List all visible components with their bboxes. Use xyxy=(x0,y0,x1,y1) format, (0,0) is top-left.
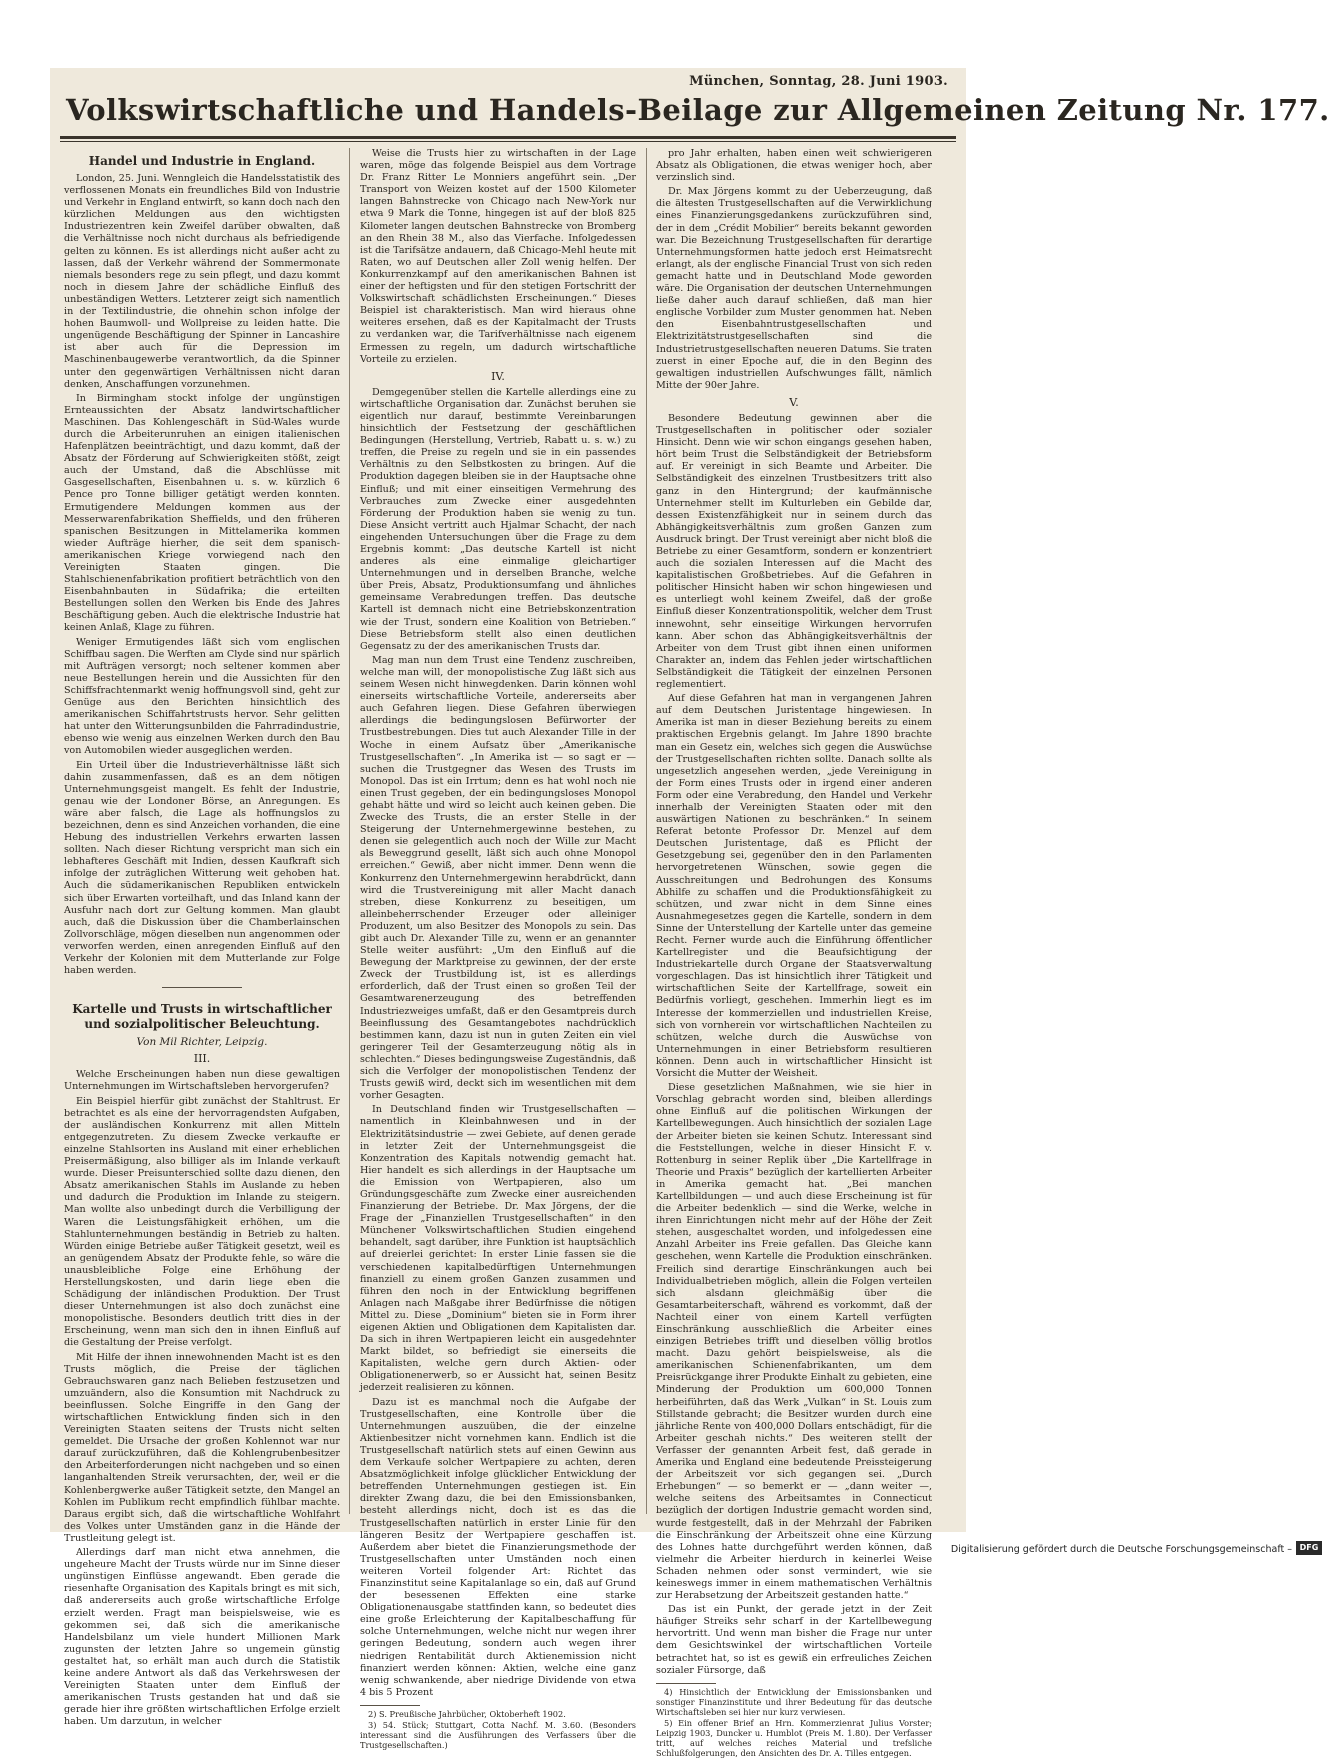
paragraph: In Deutschland finden wir Trustgesellschaften — namentlich in Kleinbahnwesen und in der Elektrizitätsindustrie — zwei Gebiete, auf denen gerade in letzter Zeit der Unternehmungsgeist die Konzentration des Kapitals notwendig gemacht hat. Hier handelt es sich allerdings in der Hauptsache um die Emission von Wertpapieren, also um Gründungsgeschäfte zum Zwecke einer ausreichenden Finanzierung der Betriebe. Dr. Max Jörgens, der die Frage der „Finanziellen Trustgesellschaften“ in den Münchener Volkswirtschaftlichen Studien eingehend behandelt, sagt darüber, ihre Funktion ist hauptsächlich auf dreierlei gerichtet: In erster Linie fassen sie die verschiedenen kapitalbedürftigen Unternehmungen finanziell zu einem großen Ganzen zusammen und führen den noch in der Entwicklung begriffenen Anlagen nach Maßgabe ihrer Bedürfnisse die nötigen Mittel zu. Diese „Dominium“ bieten sie in Form ihrer eigenen Aktien und Obligationen dem Kapitalisten dar. Da sich in ihren Wertpapieren leicht ein ausgedehnter Markt bildet, so befriedigt sie einerseits die Kapitalisten, welche gern durch Aktien- oder Obligationenerwerb, so er Aussicht hat, seinen Besitz jederzeit realisieren zu können. xyxy=(360,1104,636,1394)
paragraph: Weniger Ermutigendes läßt sich vom englischen Schiffbau sagen. Die Werften am Clyde sind nur spärlich mit Aufträgen versorgt; noch seltener kommen aber neue Bestellungen herein und die Aussichten für den Schiffsfrachtenmarkt wenig hoffnungsvoll sind, geht zur Genüge aus den Berichten hinsichtlich des amerikanischen Schiffahrtstrusts hervor. Sehr gelitten hat unter den Witterungsunbilden die Fahrradindustrie, ebenso wie wenig aus einzelnen Werken durch den Bau von Automobilen wieder ausgeglichen werden. xyxy=(64,636,340,757)
masthead-title: Volkswirtschaftliche und Handels-Beilage zur Allgemeinen Zeitung Nr. 177. xyxy=(66,93,1330,127)
column-divider xyxy=(349,148,350,1514)
paragraph: Das ist ein Punkt, der gerade jetzt in der Zeit häufiger Streiks sehr scharf in der Kartellbewegung hervortritt. Und wenn man bisher die Frage nur unter dem Gesichtswinkel der wirtschaftlichen Vorteile betrachtet hat, so ist es gewiß ein erfreuliches Zeichen sozialer Fürsorge, daß xyxy=(656,1604,932,1676)
footnote: 2) S. Preußische Jahrbücher, Oktoberheft 1902. xyxy=(368,1708,566,1719)
paragraph: Demgegenüber stellen die Kartelle allerdings eine zu wirtschaftliche Organisation dar. Zunächst beruhen sie eigentlich nur darauf, bestimmte Vereinbarungen hinsichtlich der Festsetzung der geschäftlichen Bedingungen (Herstellung, Vertrieb, Rabatt u. s. w.) zu treffen, die Preise zu regeln und sie in ein passendes Verhältnis zu den Selbstkosten zu bringen. Auf die Produktion dagegen bleiben sie in der Hauptsache ohne Einfluß; und mit einer einseitigen Vermehrung des Verbrauches zum Zwecke einer ausgedehnten Förderung der Produktion haben sie wenig zu tun. Diese Ansicht vertritt auch Hjalmar Schacht, der nach eingehenden Untersuchungen über die Frage zu dem Ergebnis kommt: „Das deutsche Kartell ist nicht anderes als eine einmalige gleichartiger Unternehmungen und in derselben Branche, welche über Preis, Absatz, Produktionsumfang und ähnliches gemeinsame Verabredungen treffen. Das deutsche Kartell ist demnach nicht eine Betriebskonzentration wie der Trust, sondern eine Koalition von Betrieben.“ Diese Betriebsform stellt also einen deutlichen Gegensatz zu der des amerikanischen Trusts dar. xyxy=(360,386,636,652)
paragraph: Mag man nun dem Trust eine Tendenz zuschreiben, welche man will, der monopolistische Zug läßt sich aus seinem Wesen nicht hinwegdenken. Darin können wohl einerseits wirtschaftliche Vorteile, andererseits aber auch Gefahren liegen. Diese Gefahren überwiegen allerdings die bedingungslosen Befürworter der Trustbestrebungen. Dies tut auch Alexander Tille in der Woche in einem Aufsatz über „Amerikanische Trustgesellschaften“. „In Amerika ist — so sagt er — suchen die Trustgegner das Wesen des Trusts im Monopol. Das ist ein Irrtum; denn es hat wohl noch nie einen Trust gegeben, der ein bedingungsloses Monopol gehabt hätte und wird so leicht auch keinen geben. Die Zwecke des Trusts, die an erster Stelle in der Steigerung der Unternehmergewinne bestehen, zu denen sie gelegentlich auch noch der Wille zur Macht als Beweggrund gesellt, läßt sich auch ohne Monopol erreichen.“ Gewiß, aber nicht immer. Denn wenn die Konkurrenz den Unternehmergewinn herabdrückt, dann wird die Trustvereinigung mit aller Macht danach streben, diese Konkurrenz zu beseitigen, um alleinbeherrschender Erzeuger oder alleiniger Produzent, um also Besitzer des Monopols zu sein. Das gibt auch Dr. Alexander Tille zu, wenn er an genannter Stelle weiter ausführt: „Um den Einfluß auf die Bewegung der Marktpreise zu gewinnen, der der erste Zweck der Trustbildung ist, ist es allerdings erforderlich, daß der Trust einen so großen Teil der Gesamtwarenerzeugung des betreffenden Industriezweiges umfaßt, daß er den Gesamtpreis durch Beeinflussung des Gesamtangebotes nachdrücklich bestimmen kann, dazu ist nun in guten Zeiten ein viel geringerer Teil der Gesamterzeugung nötig als in schlechten.“ Dieses bedingungsweise Zugeständnis, daß sich die Verfolger der monopolistischen Tendenz der Trusts gewiß wird, deckt sich im wesentlichen mit dem vorher Gesagten. xyxy=(360,654,636,1102)
paragraph: pro Jahr erhalten, haben einen weit schwierigeren Absatz als Obligationen, die etwas weniger hoch, aber verzinslich sind. xyxy=(656,148,932,184)
paragraph: Dazu ist es manchmal noch die Aufgabe der Trustgesellschaften, eine Kontrolle über die Unternehmungen auszuüben, die der einzelne Aktienbesitzer nicht vornehmen kann. Endlich ist die Trustgesellschaft natürlich stets auf einen Gewinn aus dem Verkaufe solcher Wertpapiere zu achten, deren Absatzmöglichkeit infolge glücklicher Entwicklung der betreffenden Unternehmungen gestiegen ist. Ein direkter Zwang dazu, die bei den Emissionsbanken, besteht allerdings nicht, doch ist es das die Trustgesellschaften natürlich in erster Linie für den längeren Besitz der Wertpapiere geschaffen ist. Außerdem aber bietet die Finanzierungsmethode der Trustgesellschaften unter Umständen noch einen weiteren Vorteil folgender Art: Richtet das Finanzinstitut seine Kapitalanlage so ein, daß auf Grund der besessenen Effekten eine starke Obligationenausgabe stattfinden kann, so bedeutet dies eine große Erleichterung der Kapitalbeschaffung für solche Unternehmungen, welche nicht nur wegen ihrer geringen Bedeutung, sondern auch wegen ihrer niedrigen Rentabilität durch Aktienemission nicht finanziert werden können: Aktien, welche eine ganz wenig schwankende, aber niedrige Dividende von etwa 4 bis 5 Prozent xyxy=(360,1396,636,1698)
section-number: IV. xyxy=(491,369,505,383)
footnote-rule xyxy=(360,1705,420,1706)
footnote: 5) Ein offener Brief an Hrn. Kommerzienrat Julius Vorster; Leipzig 1903, Duncker u. Humblot (Preis M. 1.80). Der Verfasser tritt, auf welches reiches Material und trefsliche Schlußfolgerungen, den Ansichten des Dr. A. Tilles entgegen. xyxy=(656,1717,932,1758)
paragraph: London, 25. Juni. Wenngleich die Handelsstatistik des verflossenen Monats ein freundliches Bild von Industrie und Verkehr in England entwirft, so kann doch nach den kürzlichen Meldungen aus den wichtigsten Industriezentren kein Zweifel darüber obwalten, daß die Verhältnisse noch nicht durchaus als befriedigende gelten zu können. Es ist allerdings nicht außer acht zu lassen, daß der Verkehr während der Sommermonate niemals besonders rege zu sein pflegt, und dazu kommt noch in diesem Jahre der schädliche Einfluß des unbeständigen Wetters. Letzterer zeigt sich namentlich in der Textilindustrie, die ohnehin schon infolge der hohen Baumwoll- und Wollpreise zu leiden hatte. Die ungenügende Beschäftigung der Spinner in Lancashire ist aber auch für die Depression im Maschinenbaugewerbe verantwortlich, da die Spinner unter den gegenwärtigen Verhältnissen nicht daran denken, Anschaffungen vorzunehmen. xyxy=(64,173,340,390)
article-headline: Handel und Industrie in England. xyxy=(88,154,316,168)
paragraph: Ein Beispiel hierfür gibt zunächst der Stahltrust. Er betrachtet es als eine der hervorragendsten Aufgaben, der ausländischen Konkurrenz mit allen Mitteln entgegenzutreten. Zu diesem Zwecke verkaufte er einzelne Stahlsorten ins Ausland mit einer erheblichen Preisermäßigung, also billiger als im Inlande verkauft wurde. Dieser Preisunterschied sollte dazu dienen, den Absatz amerikanischen Stahls im Auslande zu heben und dadurch die Produktion im Inlande zu steigern. Man wollte also unbedingt durch die Verbilligung der Waren die Leistungsfähigkeit erhöhen, um die Stahlunternehmungen beständig in Betrieb zu halten. Würden einige Betriebe außer Tätigkeit gesetzt, weil es an genügendem Absatz der Produkte fehle, so wäre die unausbleibliche Folge eine Erhöhung der Herstellungskosten, und darin liege eben die Schädigung der inländischen Produktion. Der Trust dieser Unternehmungen ist also doch zunächst eine monopolistische. Besonders deutlich tritt dies in der Erscheinung, wenn man sich den in ihnen Einfluß auf die Gestaltung der Preise verfolgt. xyxy=(64,1095,340,1349)
digitization-credit: Digitalisierung gefördert durch die Deutsche Forschungsgemeinschaft – xyxy=(950,1544,1292,1555)
footnote: 3) 54. Stück; Stuttgart, Cotta Nachf. M. 3.60. (Besonders interessant sind die Ausführungen des Verfassers über die Trustgesellschaften.) xyxy=(360,1719,636,1750)
paragraph: Auf diese Gefahren hat man in vergangenen Jahren auf dem Deutschen Juristentage hingewiesen. In Amerika ist man in dieser Beziehung bereits zu einem praktischen Ergebnis gelangt. Im Jahre 1890 brachte man ein Gesetz ein, welches sich gegen die Auswüchse der Trustgesellschaften richten sollte. Danach sollte als ungesetzlich angesehen werden, „jede Vereinigung in der Form eines Trusts oder in irgend einer anderen Form oder eine Verabredung, den Handel und Verkehr innerhalb der Vereinigten Staaten oder mit den auswärtigen Nationen zu beschränken.“ In seinem Referat betonte Professor Dr. Menzel auf dem Deutschen Juristentage, daß es Pflicht der Gesetzgebung sei, gegenüber den in den Parlamenten hervorgetretenen Wünschen, sowie gegen die Ausschreitungen und Bedrohungen des Konsums Abhilfe zu schaffen und die Produktionsfähigkeit zu schützen, und zwar nicht in dem Sinne eines Ausnahmegesetzes gegen die Kartelle, sondern in dem Sinne der Unterstellung der Kartelle unter das gemeine Recht. Ferner wurde auch die Einführung öffentlicher Kartellregister und die Beaufsichtigung der Industriekartelle durch Organe der Staatsverwaltung vorgeschlagen. Das ist hinsichtlich ihrer Tätigkeit und wirtschaftlichen Seite der Kartellfrage, soweit ein Bedürfnis vorliegt, geschehen. Immerhin liegt es im Interesse der kommerziellen und industriellen Kreise, sich von vornherein vor wirtschaftlichen Nachteilen zu schützen, welche durch die Auswüchse von Unternehmungen in einer Betriebsform resultieren können. Denn auch in wirtschaftlicher Hinsicht ist Vorsicht die Mutter der Weisheit. xyxy=(656,693,932,1080)
paragraph: Diese gesetzlichen Maßnahmen, wie sie hier in Vorschlag gebracht worden sind, bleiben allerdings ohne Einfluß auf die politischen Wirkungen der Kartellbewegungen. Auch hinsichtlich der sozialen Lage der Arbeiter bieten sie keinen Schutz. Interessant sind die Feststellungen, welche in dieser Hinsicht F. v. Rottenburg in seiner Replik über „Die Kartellfrage in Theorie und Praxis“ bezüglich der kartellierten Arbeiter in Amerika gemacht hat. „Bei manchen Kartellbildungen — und auch diese Erscheinung ist für die Arbeiter bedenklich — sind die Werke, welche in ihren Einrichtungen nicht mehr auf der Höhe der Zeit stehen, ausgeschaltet worden, und infolgedessen eine Anzahl Arbeiter ins Freie gefallen. Das Gleiche kann geschehen, wenn Kartelle die Produktion einschränken. Freilich sind derartige Einschränkungen auch bei Individualbetrieben möglich, allein die Folgen verteilen sich alsdann gleichmäßig über die Gesamtarbeiterschaft, während es vorkommt, daß der Nachteil einer von einem Kartell verfügten Einschränkung ausschließlich die Arbeiter eines einzigen Betriebes trifft und dieselben völlig brotlos macht. Dazu gehört beispielsweise, als die amerikanischen Schienenfabrikanten, um dem Preisrückgange ihrer Produkte Einhalt zu gebieten, eine Minderung der Produktion um 600,000 Tonnen herbeiführten, daß das Werk „Vulkan“ in St. Louis zum Stillstande gebracht; die Besitzer wurden durch eine jährliche Rente von 400,000 Dollars entschädigt, für die Arbeiter geschah nichts.“ Des weiteren stellt der Verfasser der genannten Arbeit fest, daß gerade in Amerika und England eine bedeutende Preissteigerung der Arbeitszeit vor sich gegangen sei. „Durch Erhebungen“ — so bemerkt er — „dann weiter —, welche seitens des Arbeitsamtes in Connecticut bezüglich der dortigen Industrie gemacht worden sind, wurde festgestellt, daß in der Mehrzahl der Fabriken die Einschränkung der Arbeitszeit ohne eine Kürzung des Lohnes hatte durchgeführt werden können, daß vielmehr die Arbeiter hierdurch in keinerlei Weise Schaden nehmen oder sonst vermindert, wie sie keineswegs immer in einem mathematischen Verhältnis zur Herabsetzung der Arbeitszeit gestanden hatte.“ xyxy=(656,1082,932,1602)
column-divider xyxy=(646,148,647,1514)
column-1 xyxy=(64,148,340,1728)
dateline: München, Sonntag, 28. Juni 1903. xyxy=(689,74,948,89)
paragraph: Besondere Bedeutung gewinnen aber die Trustgesellschaften in politischer oder sozialer Hinsicht. Denn wie wir schon eingangs gesehen haben, hört beim Trust die Selbständigkeit der Betriebsform auf. Er vereinigt in sich Beamte und Arbeiter. Die Selbständigkeit des einzelnen Trustbesitzers tritt also ganz in den Hintergrund; der kaufmännische Unternehmer stellt im Kulturleben ein Gebilde dar, dessen Existenzfähigkeit nur in seinem durch das Abhängigkeitsverhältnis zum großen Ganzen zum Ausdruck bringt. Der Trust vereinigt aber nicht bloß die Betriebe zu einer Gesamtform, sondern er konzentriert auch die sozialen Interessen auf die Macht des kapitalistischen Großbetriebes. Auf die Gefahren in politischer Hinsicht haben wir schon hingewiesen und es unterliegt wohl keinem Zweifel, daß der große Einfluß dieser Konzentrationspolitik, welcher dem Trust innewohnt, sehr einseitige Wirkungen hervorrufen kann. Aber schon das Abhängigkeitsverhältnis der Arbeiter von dem Trust gibt ihnen einen uniformen Charakter an, indem das Fehlen jeder wirtschaftlichen Selbständigkeit die Tätigkeit der einzelnen Personen reglementiert. xyxy=(656,412,932,691)
footnote: 4) Hinsichtlich der Entwicklung der Emissionsbanken und sonstiger Finanzinstitute und ihrer Bedeutung für das deutsche Wirtschaftsleben sei hier nur kurz verwiesen. xyxy=(656,1686,932,1717)
masthead-rule-thin xyxy=(60,141,956,142)
paragraph: Mit Hilfe der ihnen innewohnenden Macht ist es den Trusts möglich, die Preise der täglichen Gebrauchswaren ganz nach Belieben festzusetzen und umzuändern, also die Konsumtion mit Nachdruck zu beeinflussen. Solche Eingriffe in den Gang der wirtschaftlichen Entwicklung finden sich in den Vereinigten Staaten seitens der Trusts nicht selten gemeldet. Die Ursache der großen Kohlennot war nur darauf zurückzuführen, daß die Kohlengrubenbesitzer den Arbeiterforderungen nicht nachgeben und so einen langanhaltenden Streik verursachten, der, weil er die Kohlenbergwerke außer Tätigkeit setzte, den Mangel an Kohlen im Publikum recht empfindlich fühlbar machte. Daraus ergibt sich, daß die wirtschaftliche Wohlfahrt des Volkes unter Umständen ganz in die Hände der Trustleitung gelegt ist. xyxy=(64,1351,340,1544)
article-separator xyxy=(162,987,242,988)
byline: Von Mil Richter, Leipzig. xyxy=(136,1036,268,1049)
section-number: V. xyxy=(789,395,799,409)
column-3 xyxy=(656,148,932,1758)
paragraph: Weise die Trusts hier zu wirtschaften in der Lage waren, möge das folgende Beispiel aus dem Vortrage Dr. Franz Ritter Le Monniers angeführt sein. „Der Transport von Weizen kostet auf der 1500 Kilometer langen Bahnstrecke von Chicago nach New-York nur etwa 9 Mark die Tonne, hingegen ist auf der bloß 825 Kilometer langen deutschen Bahnstrecke von Bromberg an den Rhein 38 M., also das Vierfache. Infolgedessen ist die Tarifsätze andauern, daß Chicago-Mehl heute mit Raten, wo auf Deutschen aller Zoll wenig helfen. Der Konkurrenzkampf auf den amerikanischen Bahnen ist einer der heftigsten und für den stetigen Fortschritt der Volkswirtschaft schädlichsten Erscheinungen.“ Dieses Beispiel ist charakteristisch. Man wird hieraus ohne weiteres ersehen, daß es der Kapitalmacht der Trusts zu verdanken war, die Tarifverhältnisse nach eigenem Ermessen zu regeln, um dadurch wirtschaftliche Vorteile zu erzielen. xyxy=(360,148,636,365)
dfg-logo: DFG xyxy=(1296,1541,1322,1555)
paragraph: In Birmingham stockt infolge der ungünstigen Ernteaussichten der Absatz landwirtschaftlicher Maschinen. Das Kohlengeschäft in Süd-Wales wurde durch die Arbeiterunruhen an einigen italienischen Hafenplätzen beeinträchtigt, und dazu kommt, daß der Absatz der Förderung auf Schwierigkeiten stößt, zeigt auch der Umstand, daß die Abschlüsse mit Gasgesellschaften, Eisenbahnen u. s. w. kürzlich 6 Pence pro Tonne billiger getätigt werden konnten. Ermutigendere Meldungen kommen aus der Messerwarenfabrikation Sheffields, und den früheren spanischen Besitzungen in Mittelamerika kommen wieder Aufträge hierher, die seit dem spanisch-amerikanischen Kriege vorwiegend nach den Vereinigten Staaten gingen. Die Stahlschienenfabrikation profitiert beträchtlich von den Eisenbahnbauten in Südafrika; die erteilten Bestellungen sollen den Werken bis Ende des Jahres Beschäftigung geben. Auch die elektrische Industrie hat keinen Anlaß, Klage zu führen. xyxy=(64,392,340,634)
column-2 xyxy=(360,148,636,1750)
article-headline: Kartelle und Trusts in wirtschaftlicher und sozialpolitischer Beleuchtung. xyxy=(72,1002,332,1032)
paragraph: Welche Erscheinungen haben nun diese gewaltigen Unternehmungen im Wirtschaftsleben hervorgerufen? xyxy=(64,1069,340,1093)
paragraph: Ein Urteil über die Industrieverhältnisse läßt sich dahin zusammenfassen, daß es an dem nötigen Unternehmungsgeist mangelt. Es fehlt der Industrie, genau wie der Londoner Börse, an Anregungen. Es wäre aber falsch, die Lage als hoffnungslos zu bezeichnen, denn es sind Anzeichen vorhanden, die eine Hebung des industriellen Verkehrs erwarten lassen sollten. Nach dieser Richtung verspricht man sich ein lebhafteres Geschäft mit Indien, dessen Kaufkraft sich infolge der zuträglichen Witterung weit gehoben hat. Auch die südamerikanischen Republiken entwickeln sich über Erwarten vorteilhaft, und das Inland kann der Ausfuhr nach dort zur Geltung kommen. Man glaubt auch, daß die Diskussion über die Chamberlainschen Zollvorschläge, mögen dieselben nun angenommen oder verworfen werden, einen anregenden Einfluß auf den Verkehr der Kolonien mit dem Mutterlande zur Folge haben werden. xyxy=(64,759,340,977)
paragraph: Dr. Max Jörgens kommt zu der Ueberzeugung, daß die ältesten Trustgesellschaften auf die Verwirklichung eines Finanzierungsgedankens zurückzuführen sind, der in dem „Crédit Mobilier“ bereits bekannt geworden war. Die Bezeichnung Trustgesellschaften für derartige Unternehmungsformen hatte jedoch erst Heimatsrecht erlangt, als der englische Financial Trust von sich reden gemacht hatte und in Deutschland Mode geworden wäre. Die Organisation der deutschen Unternehmungen ließe daher auch darauf schließen, daß man hier englische Vorbilder zum Muster genommen hat. Neben den Eisenbahntrustgesellschaften und Elektrizitätstrustgesellschaften sind die Industrietrustgesellschaften neueren Datums. Sie traten zuerst in einer Epoche auf, die in den Beginn des gewaltigen industriellen Aufschwunges fällt, nämlich Mitte der 90er Jahre. xyxy=(656,186,932,391)
section-number: III. xyxy=(193,1052,211,1066)
masthead-rule xyxy=(60,136,956,139)
footnote-rule xyxy=(656,1683,716,1684)
paragraph: Allerdings darf man nicht etwa annehmen, die ungeheure Macht der Trusts würde nur im Sinne dieser ungünstigen Einflüsse angewandt. Eben gerade die riesenhafte Organisation des Kapitals bringt es mit sich, daß andererseits auch große wirtschaftliche Erfolge erzielt werden. Fragt man beispielsweise, wie es gekommen sei, daß sich die amerikanische Handelsbilanz um viele hundert Millionen Mark zugunsten der letzten Jahre so ungemein günstig gestaltet hat, so erhält man auch durch die Statistik keine andere Antwort als daß das Verkehrswesen der Vereinigten Staaten unter dem Einfluß der amerikanischen Trusts gestanden hat und daß sie gerade hier ihre größten wirtschaftlichen Erfolge erzielt haben. Um darzutun, in welcher xyxy=(64,1547,340,1728)
